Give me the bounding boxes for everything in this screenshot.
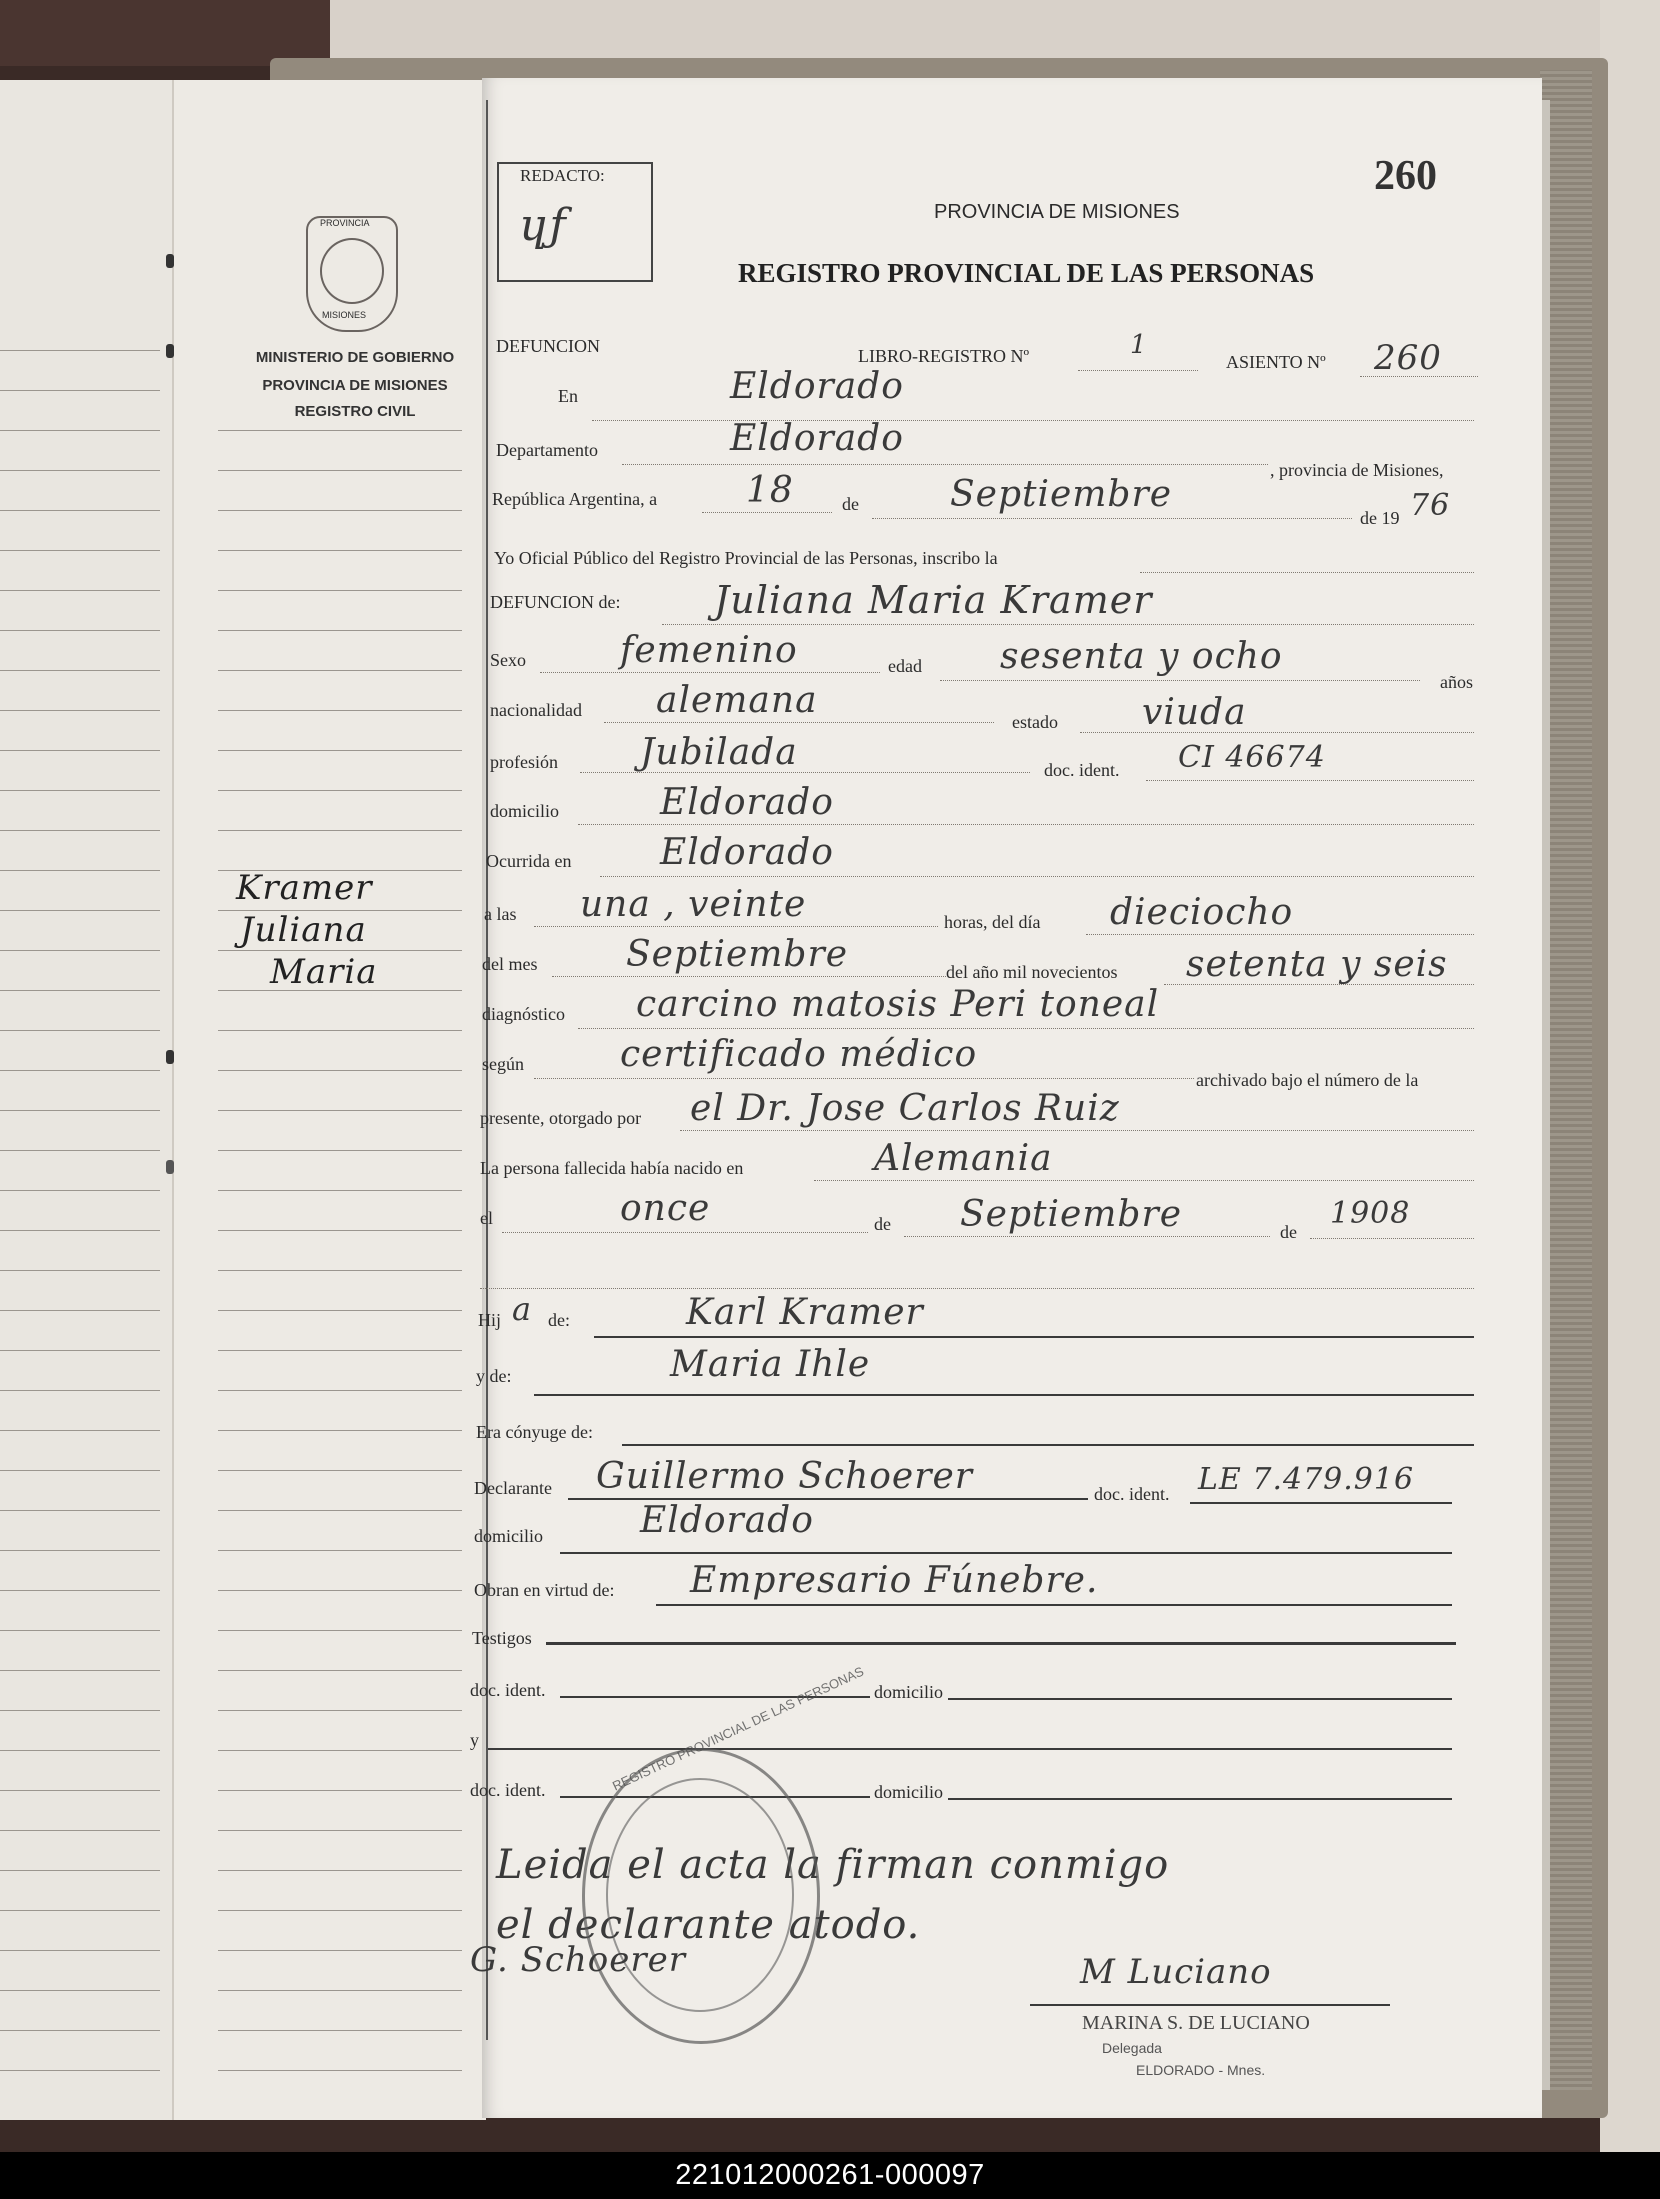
margin-note-given-name: Juliana bbox=[240, 910, 367, 950]
ocurrida-label: Ocurrida en bbox=[486, 851, 572, 871]
obran-label: Obran en virtud de: bbox=[474, 1580, 615, 1600]
en-value: Eldorado bbox=[730, 366, 904, 407]
margin-page-rule-line bbox=[218, 2030, 462, 2031]
testigo2-line bbox=[488, 1748, 1452, 1750]
segun-value: certificado médico bbox=[620, 1034, 978, 1075]
margin-note-surname: Kramer bbox=[236, 868, 373, 908]
binding-hole bbox=[166, 1160, 174, 1174]
testigos-line bbox=[546, 1642, 1456, 1645]
official-name: MARINA S. DE LUCIANO bbox=[1082, 2012, 1310, 2034]
dia-texto-line bbox=[1086, 934, 1474, 935]
header-registry: REGISTRO PROVINCIAL DE LAS PERSONAS bbox=[738, 258, 1315, 288]
left-page-rule-line bbox=[0, 1910, 160, 1911]
left-page-rule-line bbox=[0, 1350, 160, 1351]
asiento-label: ASIENTO Nº bbox=[1226, 352, 1326, 372]
del-mes-value: Septiembre bbox=[626, 934, 848, 975]
left-page-rule-line bbox=[0, 630, 160, 631]
ocurrida-line bbox=[600, 876, 1474, 877]
domicilio-value: Eldorado bbox=[660, 782, 834, 823]
margin-page-rule-line bbox=[218, 1590, 462, 1591]
decl-doc-value: LE 7.479.916 bbox=[1198, 1462, 1415, 1497]
decl-domicilio-label: domicilio bbox=[474, 1526, 543, 1546]
sexo-line bbox=[540, 672, 880, 673]
anio-value: 76 bbox=[1410, 488, 1451, 523]
obran-line bbox=[656, 1604, 1452, 1606]
presente-value: el Dr. Jose Carlos Ruiz bbox=[690, 1088, 1120, 1129]
left-page-rule-line bbox=[0, 1750, 160, 1751]
left-page-rule-line bbox=[0, 910, 160, 911]
left-page-rule-line bbox=[0, 1670, 160, 1671]
left-page-rule-line bbox=[0, 1550, 160, 1551]
conyuge-label: Era cónyuge de: bbox=[476, 1422, 593, 1442]
left-page-rule-line bbox=[0, 1630, 160, 1631]
left-page-rule-line bbox=[0, 1190, 160, 1191]
left-page-rule-line bbox=[0, 1790, 160, 1791]
margin-page-rule-line bbox=[218, 1830, 462, 1831]
asiento-line bbox=[1360, 376, 1478, 377]
estado-line bbox=[1080, 732, 1474, 733]
a-las-line bbox=[534, 926, 938, 927]
profesion-label: profesión bbox=[490, 752, 558, 772]
margin-page-rule-line bbox=[218, 1870, 462, 1871]
stamp-text: REGISTRO PROVINCIAL DE LAS PERSONAS bbox=[610, 1663, 867, 1794]
crest-emblem-icon bbox=[320, 238, 384, 304]
margin-page-rule-line bbox=[218, 430, 462, 431]
binding-hole bbox=[166, 344, 174, 358]
domicilio-line bbox=[578, 824, 1474, 825]
margin-page-rule-line bbox=[218, 1750, 462, 1751]
mes-value: Septiembre bbox=[950, 474, 1172, 515]
margin-page-rule-line bbox=[218, 830, 462, 831]
sexo-label: Sexo bbox=[490, 650, 526, 670]
decl-doc-label: doc. ident. bbox=[1094, 1484, 1170, 1504]
closing-line1: Leida el acta la firman conmigo bbox=[496, 1842, 1170, 1888]
a-las-label: a las bbox=[484, 904, 517, 924]
nacido-line bbox=[814, 1180, 1474, 1181]
left-page-rule-line bbox=[0, 2070, 160, 2071]
margin-page-rule-line bbox=[218, 1710, 462, 1711]
doc-ident-line bbox=[1146, 780, 1474, 781]
margin-page-rule-line bbox=[218, 1270, 462, 1271]
redacto-label: REDACTO: bbox=[520, 166, 605, 185]
left-page-rule-line bbox=[0, 590, 160, 591]
asiento-value: 260 bbox=[1374, 338, 1442, 378]
crest-bottom-text: MISIONES bbox=[322, 310, 367, 320]
estado-value: viuda bbox=[1142, 692, 1247, 733]
ocurrida-value: Eldorado bbox=[660, 832, 834, 873]
left-page-rule-line bbox=[0, 1070, 160, 1071]
departamento-label: Departamento bbox=[496, 440, 598, 460]
left-page-rule-line bbox=[0, 1150, 160, 1151]
left-page-rule-line bbox=[0, 550, 160, 551]
left-page-rule-line bbox=[0, 1310, 160, 1311]
left-page-rule-line bbox=[0, 510, 160, 511]
left-page-rule-line bbox=[0, 710, 160, 711]
margin-page-rule-line bbox=[218, 1190, 462, 1191]
en-line bbox=[592, 420, 1474, 421]
margin-page-rule-line bbox=[218, 790, 462, 791]
dia-value: 18 bbox=[746, 470, 794, 511]
republica-label: República Argentina, a bbox=[492, 489, 658, 509]
hij-label: Hij bbox=[478, 1310, 502, 1330]
testigo1-doc-label: doc. ident. bbox=[470, 1680, 546, 1700]
yo-oficial-line bbox=[1140, 572, 1474, 573]
y-label: y bbox=[470, 1730, 479, 1750]
edad-label: edad bbox=[888, 656, 922, 676]
y-de-label: y de: bbox=[476, 1366, 512, 1386]
header-province: PROVINCIA DE MISIONES bbox=[934, 201, 1180, 223]
margin-page-rule-line bbox=[218, 1110, 462, 1111]
official-title: Delegada bbox=[1102, 2040, 1162, 2056]
defuncion-heading: DEFUNCION bbox=[496, 336, 601, 356]
yo-oficial-text: Yo Oficial Público del Registro Provincial de las Personas, inscribo la bbox=[494, 548, 998, 568]
de-label2: de bbox=[874, 1214, 891, 1234]
binding-hole bbox=[166, 254, 174, 268]
margin-page-rule-line bbox=[218, 1990, 462, 1991]
margin-page-rule-line bbox=[218, 1550, 462, 1551]
left-page-rule-line bbox=[0, 830, 160, 831]
estado-label: estado bbox=[1012, 712, 1058, 732]
libro-label: LIBRO-REGISTRO Nº bbox=[858, 346, 1030, 366]
margin-page-rule-line bbox=[218, 510, 462, 511]
margin-page-rule-line bbox=[218, 550, 462, 551]
father-line bbox=[594, 1336, 1474, 1338]
segun-label: según bbox=[482, 1054, 524, 1074]
de-label: de bbox=[842, 494, 859, 514]
nac-anio-value: 1908 bbox=[1330, 1196, 1411, 1231]
nacido-label: La persona fallecida había nacido en bbox=[480, 1158, 744, 1178]
left-page-rule-line bbox=[0, 1590, 160, 1591]
margin-page-rule-line bbox=[218, 1510, 462, 1511]
anos-label: años bbox=[1440, 672, 1473, 692]
crest-top-text: PROVINCIA bbox=[320, 218, 370, 228]
doc-ident-label: doc. ident. bbox=[1044, 760, 1120, 780]
left-page-rule-line bbox=[0, 750, 160, 751]
domicilio-label: domicilio bbox=[490, 801, 559, 821]
el-value: once bbox=[620, 1188, 711, 1229]
margin-page-rule-line bbox=[218, 950, 462, 951]
departamento-line bbox=[622, 464, 1268, 465]
margin-page-rule-line bbox=[218, 2070, 462, 2071]
dia-texto-value: dieciocho bbox=[1110, 892, 1294, 933]
margin-page-rule-line bbox=[218, 590, 462, 591]
margin-page-rule-line bbox=[218, 470, 462, 471]
ministry-line3: REGISTRO CIVIL bbox=[294, 403, 416, 420]
left-page-rule-line bbox=[0, 870, 160, 871]
testigo2-dom-line bbox=[948, 1798, 1452, 1800]
left-page-rule-line bbox=[0, 430, 160, 431]
binding-hole bbox=[166, 1050, 174, 1064]
left-page-rule-line bbox=[0, 1230, 160, 1231]
margin-page-rule-line bbox=[218, 1070, 462, 1071]
left-page-rule-line bbox=[0, 1950, 160, 1951]
presente-label: presente, otorgado por bbox=[480, 1108, 642, 1128]
anio-mil-label: del año mil novecientos bbox=[946, 962, 1118, 982]
left-page-rule-line bbox=[0, 1510, 160, 1511]
official-place: ELDORADO - Mnes. bbox=[1136, 2062, 1266, 2078]
provincia-label: , provincia de Misiones, bbox=[1270, 460, 1444, 480]
margin-page-rule-line bbox=[218, 1630, 462, 1631]
segun-line bbox=[534, 1078, 1194, 1079]
libro-line bbox=[1078, 370, 1198, 371]
anio-mil-value: setenta y seis bbox=[1186, 944, 1448, 985]
margin-page-rule-line bbox=[218, 1030, 462, 1031]
diagnostico-label: diagnóstico bbox=[482, 1004, 565, 1024]
en-label: En bbox=[558, 386, 578, 406]
archivado-label: archivado bajo el número de la bbox=[1196, 1070, 1419, 1090]
defuncion-de-label: DEFUNCION de: bbox=[490, 592, 621, 612]
mother-name: Maria Ihle bbox=[670, 1344, 871, 1385]
testigo2-dom-label: domicilio bbox=[874, 1782, 943, 1802]
nac-mes-value: Septiembre bbox=[960, 1194, 1182, 1235]
background-wall bbox=[330, 0, 1660, 64]
margin-page-rule-line bbox=[218, 1670, 462, 1671]
margin-note-middle-name: Maria bbox=[270, 952, 378, 992]
archive-id-bar: 221012000261-000097 bbox=[0, 2152, 1660, 2199]
margin-page-rule-line bbox=[218, 1430, 462, 1431]
margin-page-rule-line bbox=[218, 750, 462, 751]
hij-de-label: de: bbox=[548, 1310, 570, 1330]
edad-line bbox=[940, 680, 1420, 681]
decl-domicilio-value: Eldorado bbox=[640, 1500, 814, 1541]
margin-page-rule-line bbox=[218, 1150, 462, 1151]
left-page-rule-line bbox=[0, 790, 160, 791]
margin-page-rule-line bbox=[218, 1910, 462, 1911]
redacto-initials: ɥƒ bbox=[520, 200, 567, 251]
testigo1-dom-label: domicilio bbox=[874, 1682, 943, 1702]
anio-mil-line bbox=[1164, 984, 1474, 985]
left-page-rule-line bbox=[0, 950, 160, 951]
horas-label: horas, del día bbox=[944, 912, 1041, 932]
defuncion-de-line bbox=[662, 624, 1474, 625]
mes-line bbox=[872, 518, 1352, 519]
nacionalidad-label: nacionalidad bbox=[490, 700, 582, 720]
nacido-value: Alemania bbox=[874, 1138, 1053, 1179]
de19-label: de 19 bbox=[1360, 508, 1400, 528]
declarante-name: Guillermo Schoerer bbox=[596, 1456, 973, 1497]
left-page-rule-line bbox=[0, 1030, 160, 1031]
left-page-rule-line bbox=[0, 990, 160, 991]
background-right bbox=[1600, 0, 1660, 2199]
margin-page-rule-line bbox=[218, 1350, 462, 1351]
left-page-rule-line bbox=[0, 1870, 160, 1871]
el-label: el bbox=[480, 1208, 493, 1228]
del-mes-label: del mes bbox=[482, 954, 538, 974]
diagnostico-line bbox=[578, 1028, 1474, 1029]
nacionalidad-line bbox=[604, 722, 994, 723]
page-number: 260 bbox=[1374, 153, 1437, 199]
closing-line2: el declarante atodo. bbox=[496, 1902, 921, 1948]
declarante-label: Declarante bbox=[474, 1478, 552, 1498]
left-page-rule-line bbox=[0, 1110, 160, 1111]
libro-value: 1 bbox=[1130, 330, 1148, 360]
margin-page-rule-line bbox=[218, 1470, 462, 1471]
left-page-rule-line bbox=[0, 1710, 160, 1711]
dia-line bbox=[702, 512, 832, 513]
margin-page-rule-line bbox=[218, 1310, 462, 1311]
hij-suffix: a bbox=[512, 1290, 533, 1328]
margin-page-rule-line bbox=[218, 630, 462, 631]
deceased-name: Juliana Maria Kramer bbox=[714, 578, 1153, 622]
left-page-rule-line bbox=[0, 1990, 160, 1991]
profesion-value: Jubilada bbox=[640, 732, 798, 773]
margin-page-rule-line bbox=[218, 1950, 462, 1951]
departamento-value: Eldorado bbox=[730, 418, 904, 459]
doc-ident-value: CI 46674 bbox=[1178, 740, 1326, 775]
left-page-rule-line bbox=[0, 1390, 160, 1391]
del-mes-line bbox=[552, 976, 946, 977]
nac-mes-line bbox=[904, 1236, 1270, 1237]
official-signature: M Luciano bbox=[1080, 1952, 1272, 1992]
conyuge-line bbox=[622, 1444, 1474, 1446]
decl-doc-line bbox=[1190, 1502, 1452, 1504]
left-page-rule-line bbox=[0, 1270, 160, 1271]
left-page-rule-line bbox=[0, 350, 160, 351]
declarant-signature: G. Schoerer bbox=[470, 1940, 687, 1980]
nacionalidad-value: alemana bbox=[656, 680, 818, 721]
testigos-label: Testigos bbox=[472, 1628, 532, 1648]
sexo-value: femenino bbox=[620, 630, 798, 671]
father-name: Karl Kramer bbox=[686, 1292, 924, 1333]
left-page-rule-line bbox=[0, 670, 160, 671]
a-las-value: una , veinte bbox=[580, 884, 807, 925]
margin-page-rule-line bbox=[218, 670, 462, 671]
mother-line bbox=[534, 1394, 1474, 1396]
diagnostico-value: carcino matosis Peri toneal bbox=[636, 984, 1160, 1025]
blank-line bbox=[480, 1288, 1474, 1289]
profesion-line bbox=[580, 772, 1030, 773]
left-page-rule-line bbox=[0, 1430, 160, 1431]
testigo1-dom-line bbox=[948, 1698, 1452, 1700]
margin-page-rule-line bbox=[218, 1790, 462, 1791]
ministry-line2: PROVINCIA DE MISIONES bbox=[262, 377, 448, 394]
margin-page-rule-line bbox=[218, 710, 462, 711]
el-line bbox=[502, 1232, 868, 1233]
left-page bbox=[0, 80, 172, 2120]
nac-anio-line bbox=[1310, 1238, 1474, 1239]
signature-line bbox=[1030, 2004, 1390, 2006]
obran-value: Empresario Fúnebre. bbox=[690, 1560, 1099, 1601]
ministry-line1: MINISTERIO DE GOBIERNO bbox=[255, 349, 455, 366]
de-label3: de bbox=[1280, 1222, 1297, 1242]
edad-value: sesenta y ocho bbox=[1000, 636, 1283, 677]
left-page-rule-line bbox=[0, 1470, 160, 1471]
left-page-rule-line bbox=[0, 1830, 160, 1831]
left-page-rule-line bbox=[0, 2030, 160, 2031]
left-page-rule-line bbox=[0, 390, 160, 391]
margin-page-rule-line bbox=[218, 1390, 462, 1391]
decl-domicilio-line bbox=[560, 1552, 1452, 1554]
presente-line bbox=[680, 1130, 1474, 1131]
margin-page-rule-line bbox=[218, 1230, 462, 1231]
left-page-rule-line bbox=[0, 470, 160, 471]
testigo2-doc-label: doc. ident. bbox=[470, 1780, 546, 1800]
